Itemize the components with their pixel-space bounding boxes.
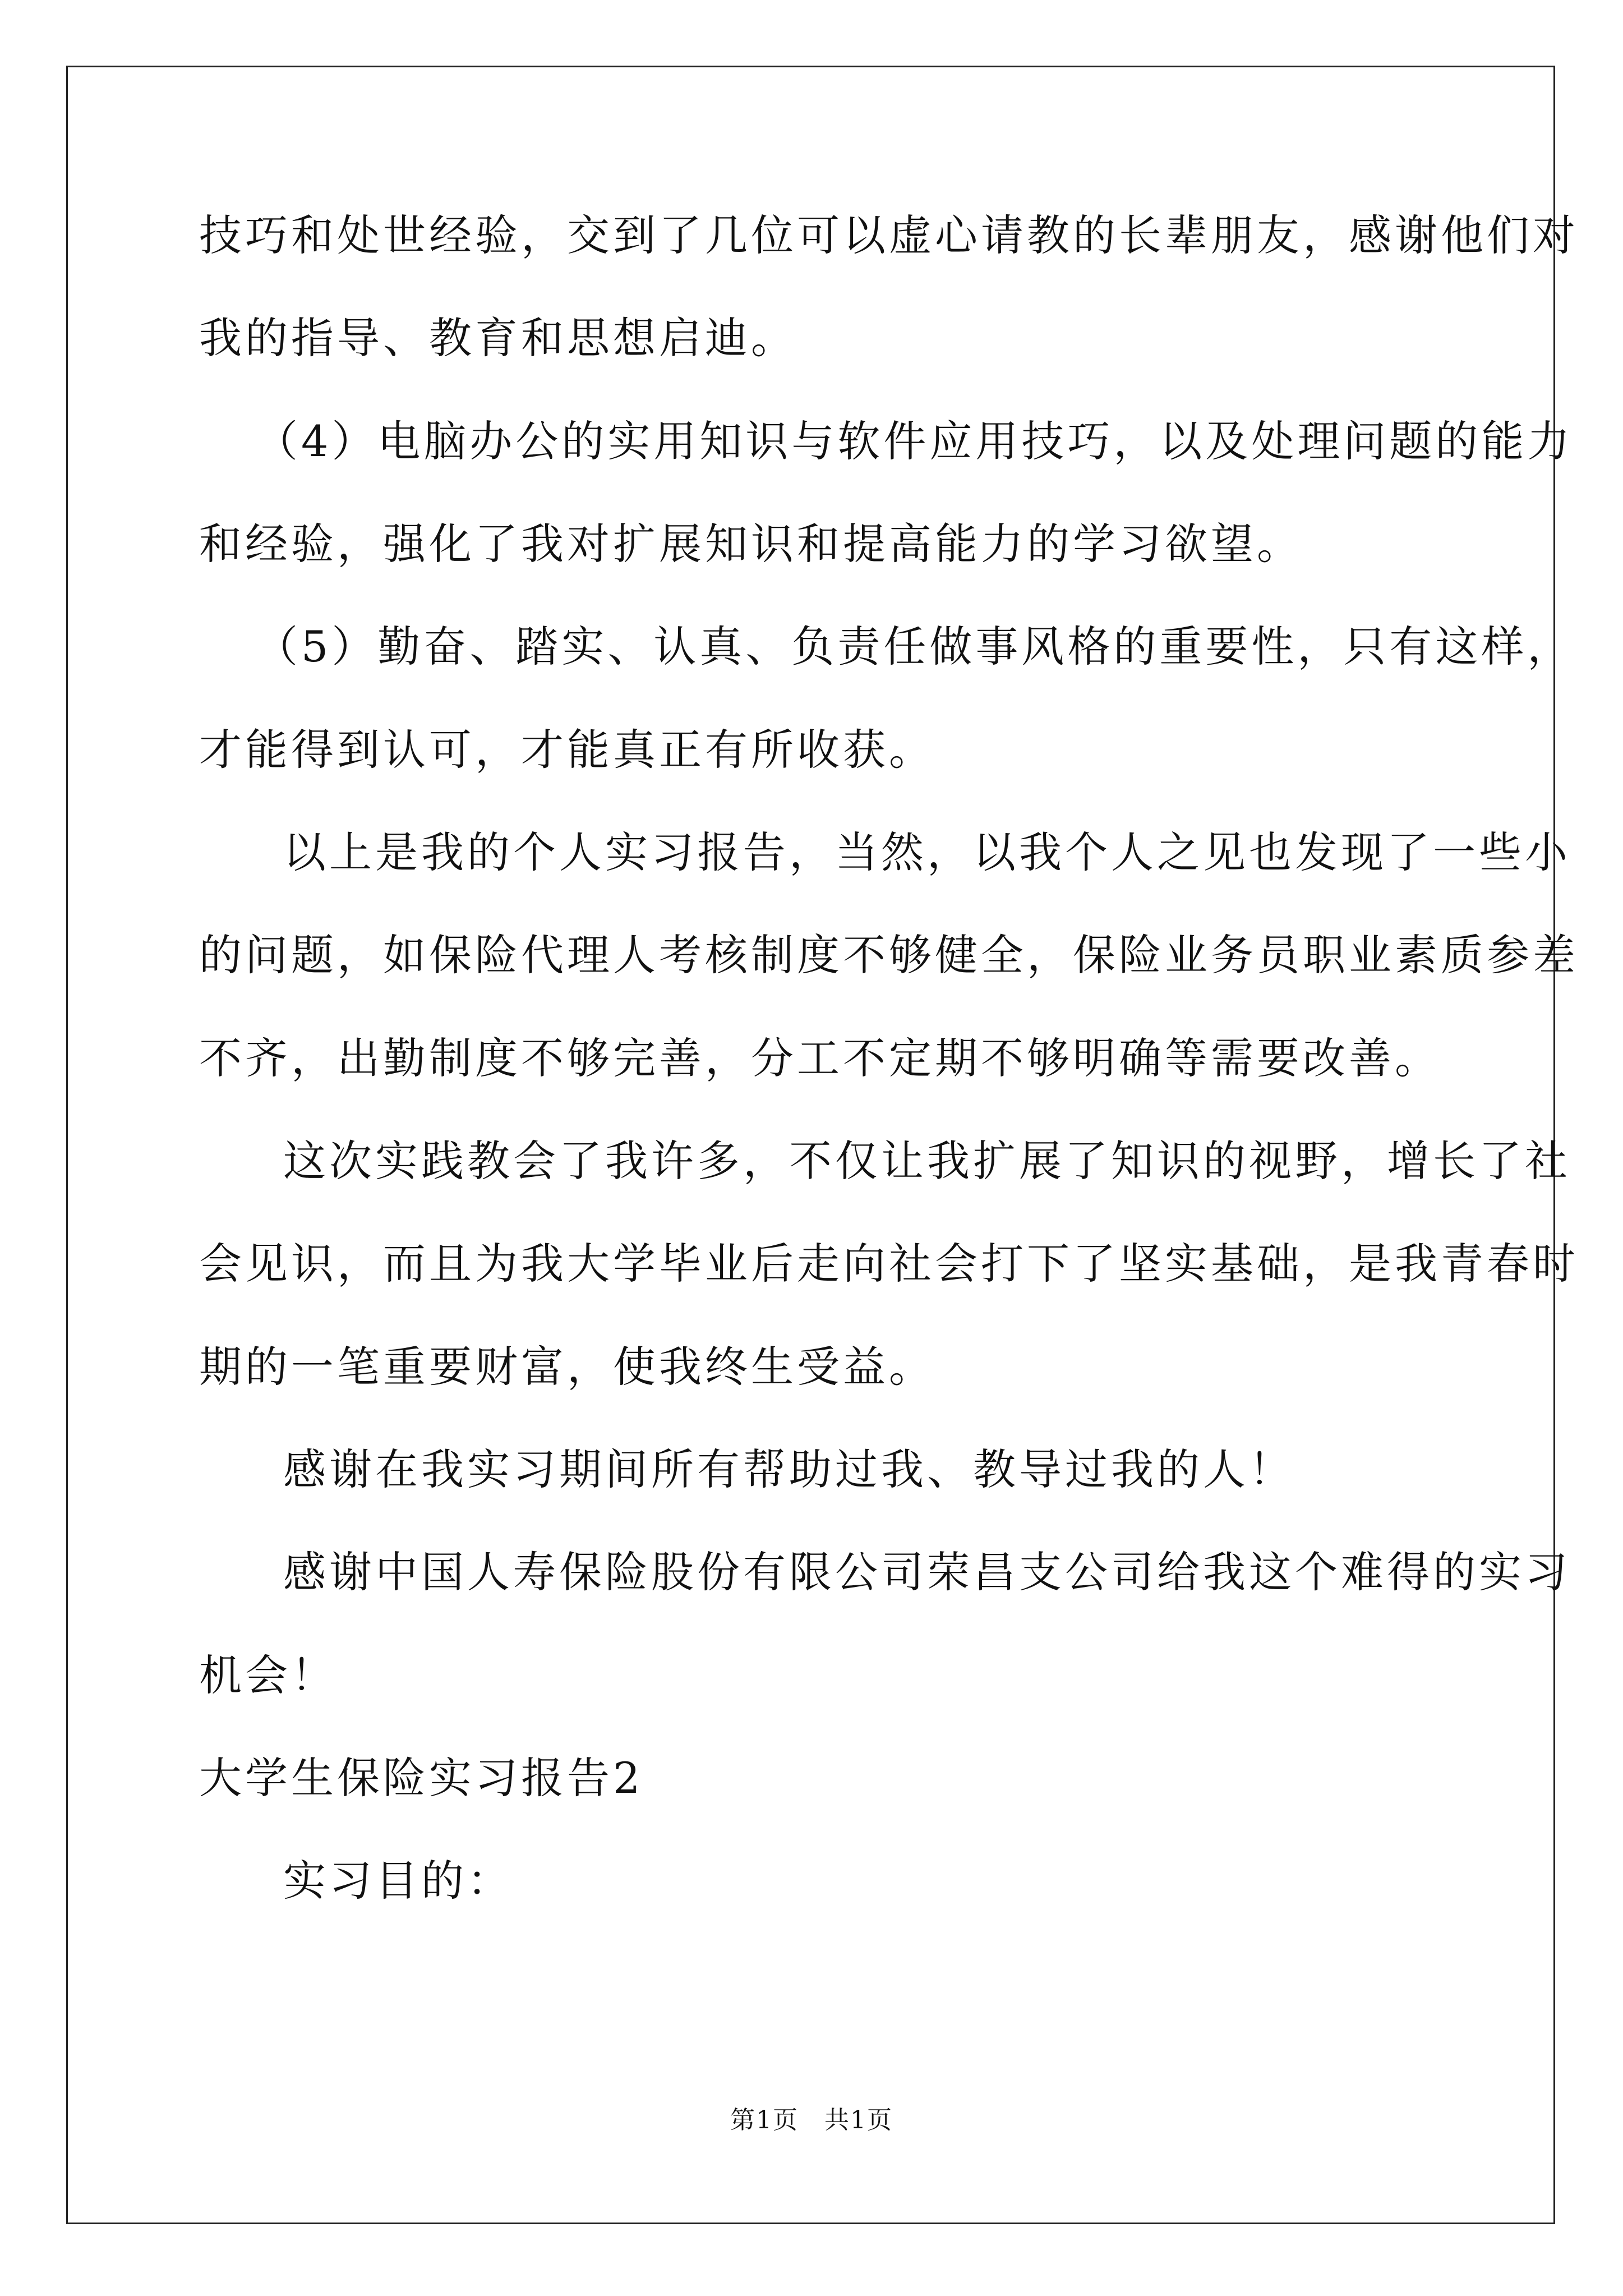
- text-line: 期的一笔重要财富，使我终生受益。: [199, 1342, 935, 1392]
- text-line: 的问题，如保险代理人考核制度不够健全，保险业务员职业素质参差: [199, 930, 1579, 980]
- text-line: 这次实践教会了我许多，不仅让我扩展了知识的视野，增长了社: [283, 1136, 1571, 1186]
- text-line: 感谢中国人寿保险股份有限公司荣昌支公司给我这个难得的实习: [283, 1547, 1571, 1597]
- text-line: 会见识，而且为我大学毕业后走向社会打下了坚实基础，是我青春时: [199, 1239, 1579, 1289]
- text-line: （4）电脑办公的实用知识与软件应用技巧，以及处理问题的能力: [255, 416, 1574, 466]
- text-line: （5）勤奋、踏实、认真、负责任做事风格的重要性，只有这样，: [255, 622, 1574, 671]
- text-line: 我的指导、教育和思想启迪。: [199, 313, 797, 363]
- text-line: 机会！: [199, 1650, 337, 1700]
- text-line: 技巧和处世经验，交到了几位可以虚心请教的长辈朋友，感谢他们对: [199, 210, 1579, 260]
- text-line: 不齐，出勤制度不够完善，分工不定期不够明确等需要改善。: [199, 1033, 1441, 1083]
- text-line: 感谢在我实习期间所有帮助过我、教导过我的人！: [283, 1444, 1295, 1494]
- section-heading: 大学生保险实习报告2: [199, 1753, 644, 1803]
- text-line: 和经验，强化了我对扩展知识和提高能力的学习欲望。: [199, 519, 1303, 569]
- text-line: 才能得到认可，才能真正有所收获。: [199, 725, 935, 775]
- page-footer: 第1页 共1页: [730, 2106, 893, 2134]
- text-line: 实习目的：: [283, 1856, 513, 1906]
- text-line: 以上是我的个人实习报告，当然，以我个人之见也发现了一些小: [283, 827, 1571, 877]
